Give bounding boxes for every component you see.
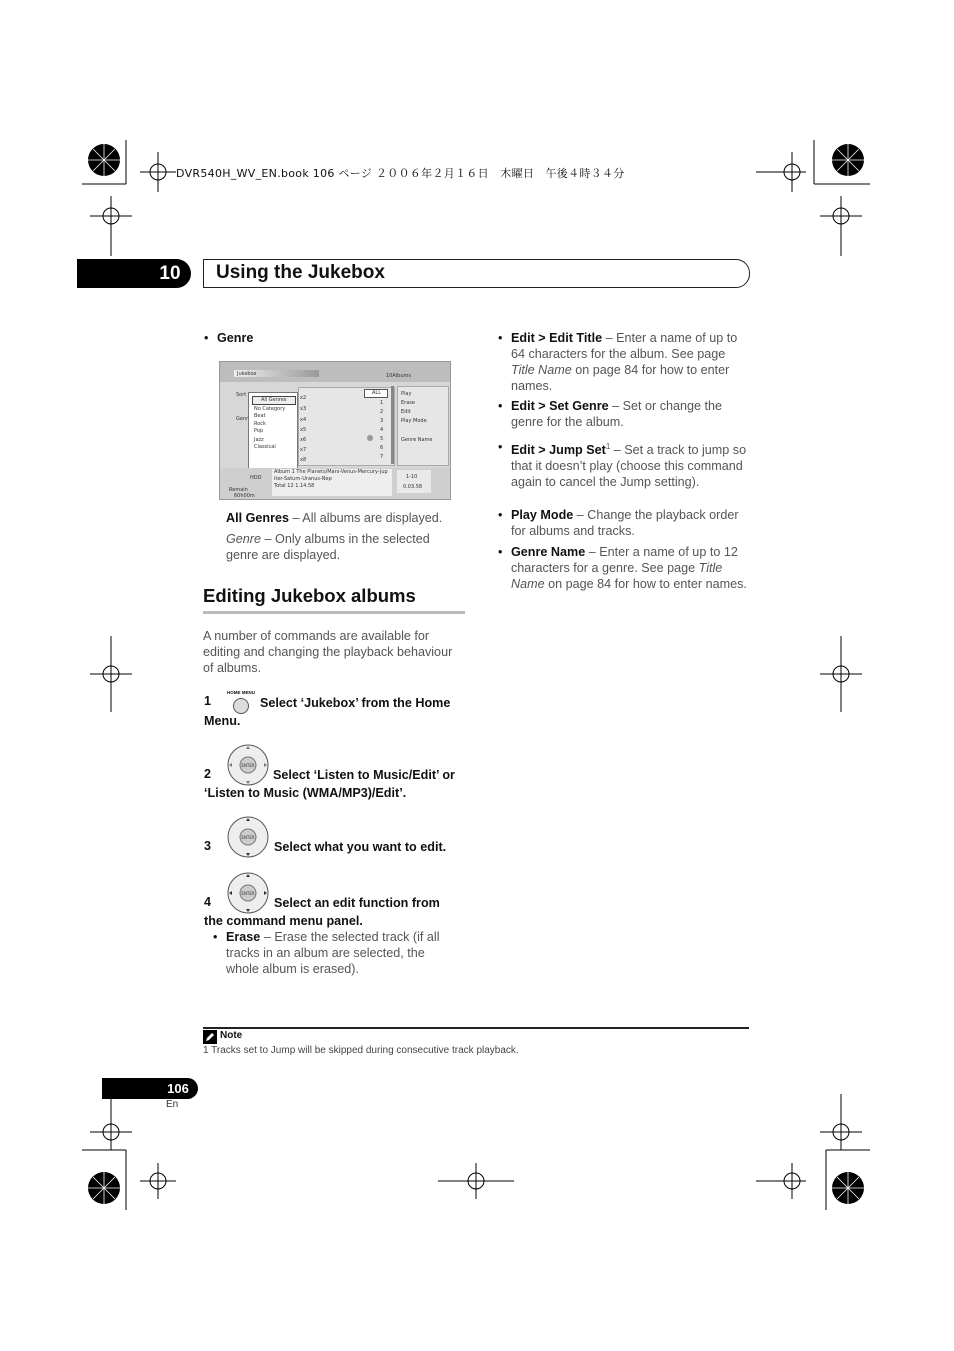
section-title: Editing Jukebox albums bbox=[203, 585, 416, 606]
row-label: x4 bbox=[300, 417, 307, 423]
step-text: the command menu panel. bbox=[204, 914, 363, 928]
print-header: DVR540H_WV_EN.book 106 ページ ２００６年２月１６日 木曜日 午後４時３４分 bbox=[176, 167, 625, 180]
enter-joystick-icon bbox=[226, 815, 270, 859]
pencil-note-icon bbox=[203, 1030, 217, 1044]
intro-text: A number of commands are available for editing and changing the playback behaviour of albums. bbox=[203, 629, 453, 675]
enter-text: ENTER bbox=[241, 835, 255, 840]
side-label-sort: Sort bbox=[236, 392, 247, 398]
album-line: Album 1 The Planets/Mars-Venus-Mercury-Jup bbox=[274, 469, 388, 475]
remain-label: Remain bbox=[229, 487, 248, 493]
command-item: Play Mode bbox=[401, 418, 427, 424]
step-number: 1 bbox=[204, 694, 212, 708]
step-text: Select an edit function from bbox=[274, 896, 440, 910]
page-number: 106 bbox=[167, 1081, 189, 1096]
row-label: x7 bbox=[300, 447, 307, 453]
track-number: 3 bbox=[380, 418, 384, 424]
row-label: x2 bbox=[300, 395, 307, 401]
time-label: 0.03.58 bbox=[403, 484, 423, 490]
album-line: Total 12 1.14.58 bbox=[274, 483, 315, 489]
step-number: 2 bbox=[204, 767, 212, 781]
jukebox-screenshot bbox=[219, 361, 451, 500]
command-item: Play bbox=[401, 391, 412, 397]
chapter-number: 10 bbox=[159, 263, 181, 284]
range-label: 1-10 bbox=[406, 474, 418, 480]
dropdown-item: Classical bbox=[254, 444, 276, 450]
screen-title: Jukebox bbox=[237, 371, 257, 377]
disc-icon bbox=[367, 435, 373, 441]
step-text: ‘Listen to Music (WMA/MP3)/Edit’. bbox=[204, 786, 407, 800]
genre-desc: Genre – Only albums in the selected genre are displayed. bbox=[226, 532, 430, 562]
enter-joystick-icon bbox=[226, 743, 270, 787]
all-genres-desc: All Genres – All albums are displayed. bbox=[226, 511, 443, 525]
command-item: Genre Name bbox=[401, 437, 433, 443]
step-text: Select ‘Jukebox’ from the Home bbox=[260, 696, 451, 710]
page-language: En bbox=[166, 1099, 179, 1110]
command-item: Edit bbox=[401, 409, 411, 415]
row-label: x6 bbox=[300, 437, 307, 443]
album-count: 10Albums bbox=[386, 373, 411, 379]
dropdown-item: All Genres bbox=[261, 397, 287, 403]
note-rule bbox=[203, 1027, 749, 1029]
enter-text: ENTER bbox=[241, 763, 255, 768]
command-panel bbox=[397, 386, 449, 466]
track-number: 1 bbox=[380, 400, 384, 406]
track-number: 4 bbox=[380, 427, 384, 433]
section-rule bbox=[203, 611, 465, 614]
enter-joystick-icon bbox=[226, 871, 270, 915]
genre-dropdown bbox=[248, 392, 298, 469]
dropdown-item: No Category bbox=[254, 406, 286, 412]
note-text: 1 Tracks set to Jump will be skipped during consecutive track playback. bbox=[203, 1045, 519, 1056]
track-number: 2 bbox=[380, 409, 384, 415]
step-number: 3 bbox=[204, 839, 212, 853]
all-number: ALL bbox=[372, 390, 381, 396]
step-number: 4 bbox=[204, 895, 212, 909]
row-label: x8 bbox=[300, 457, 307, 463]
step-text: Select ‘Listen to Music/Edit’ or bbox=[273, 768, 455, 782]
chapter-title: Using the Jukebox bbox=[216, 262, 385, 283]
row-label: x5 bbox=[300, 427, 307, 433]
step-text: Menu. bbox=[204, 714, 241, 728]
remain-value: 60h00m bbox=[234, 493, 255, 499]
dropdown-item: Rock bbox=[254, 421, 266, 427]
note-title: Note bbox=[220, 1030, 243, 1041]
track-number: 5 bbox=[380, 436, 384, 442]
step-text: Select what you want to edit. bbox=[274, 840, 447, 854]
dropdown-item: Pop bbox=[254, 428, 264, 434]
side-label-genre: Genr bbox=[236, 416, 249, 422]
scrollbar bbox=[391, 386, 394, 464]
command-item: Erase bbox=[401, 400, 415, 406]
track-number: 6 bbox=[380, 445, 384, 451]
home-menu-label: HOME MENU bbox=[227, 690, 255, 695]
dropdown-item: Jazz bbox=[254, 437, 264, 443]
row-label: x3 bbox=[300, 406, 307, 412]
album-line: iter-Saturn-Uranus-Nep bbox=[274, 476, 332, 482]
hdd-label: HDD bbox=[250, 475, 262, 481]
dropdown-item: Beat bbox=[254, 413, 266, 419]
track-number: 7 bbox=[380, 454, 384, 460]
enter-text: ENTER bbox=[241, 891, 255, 896]
